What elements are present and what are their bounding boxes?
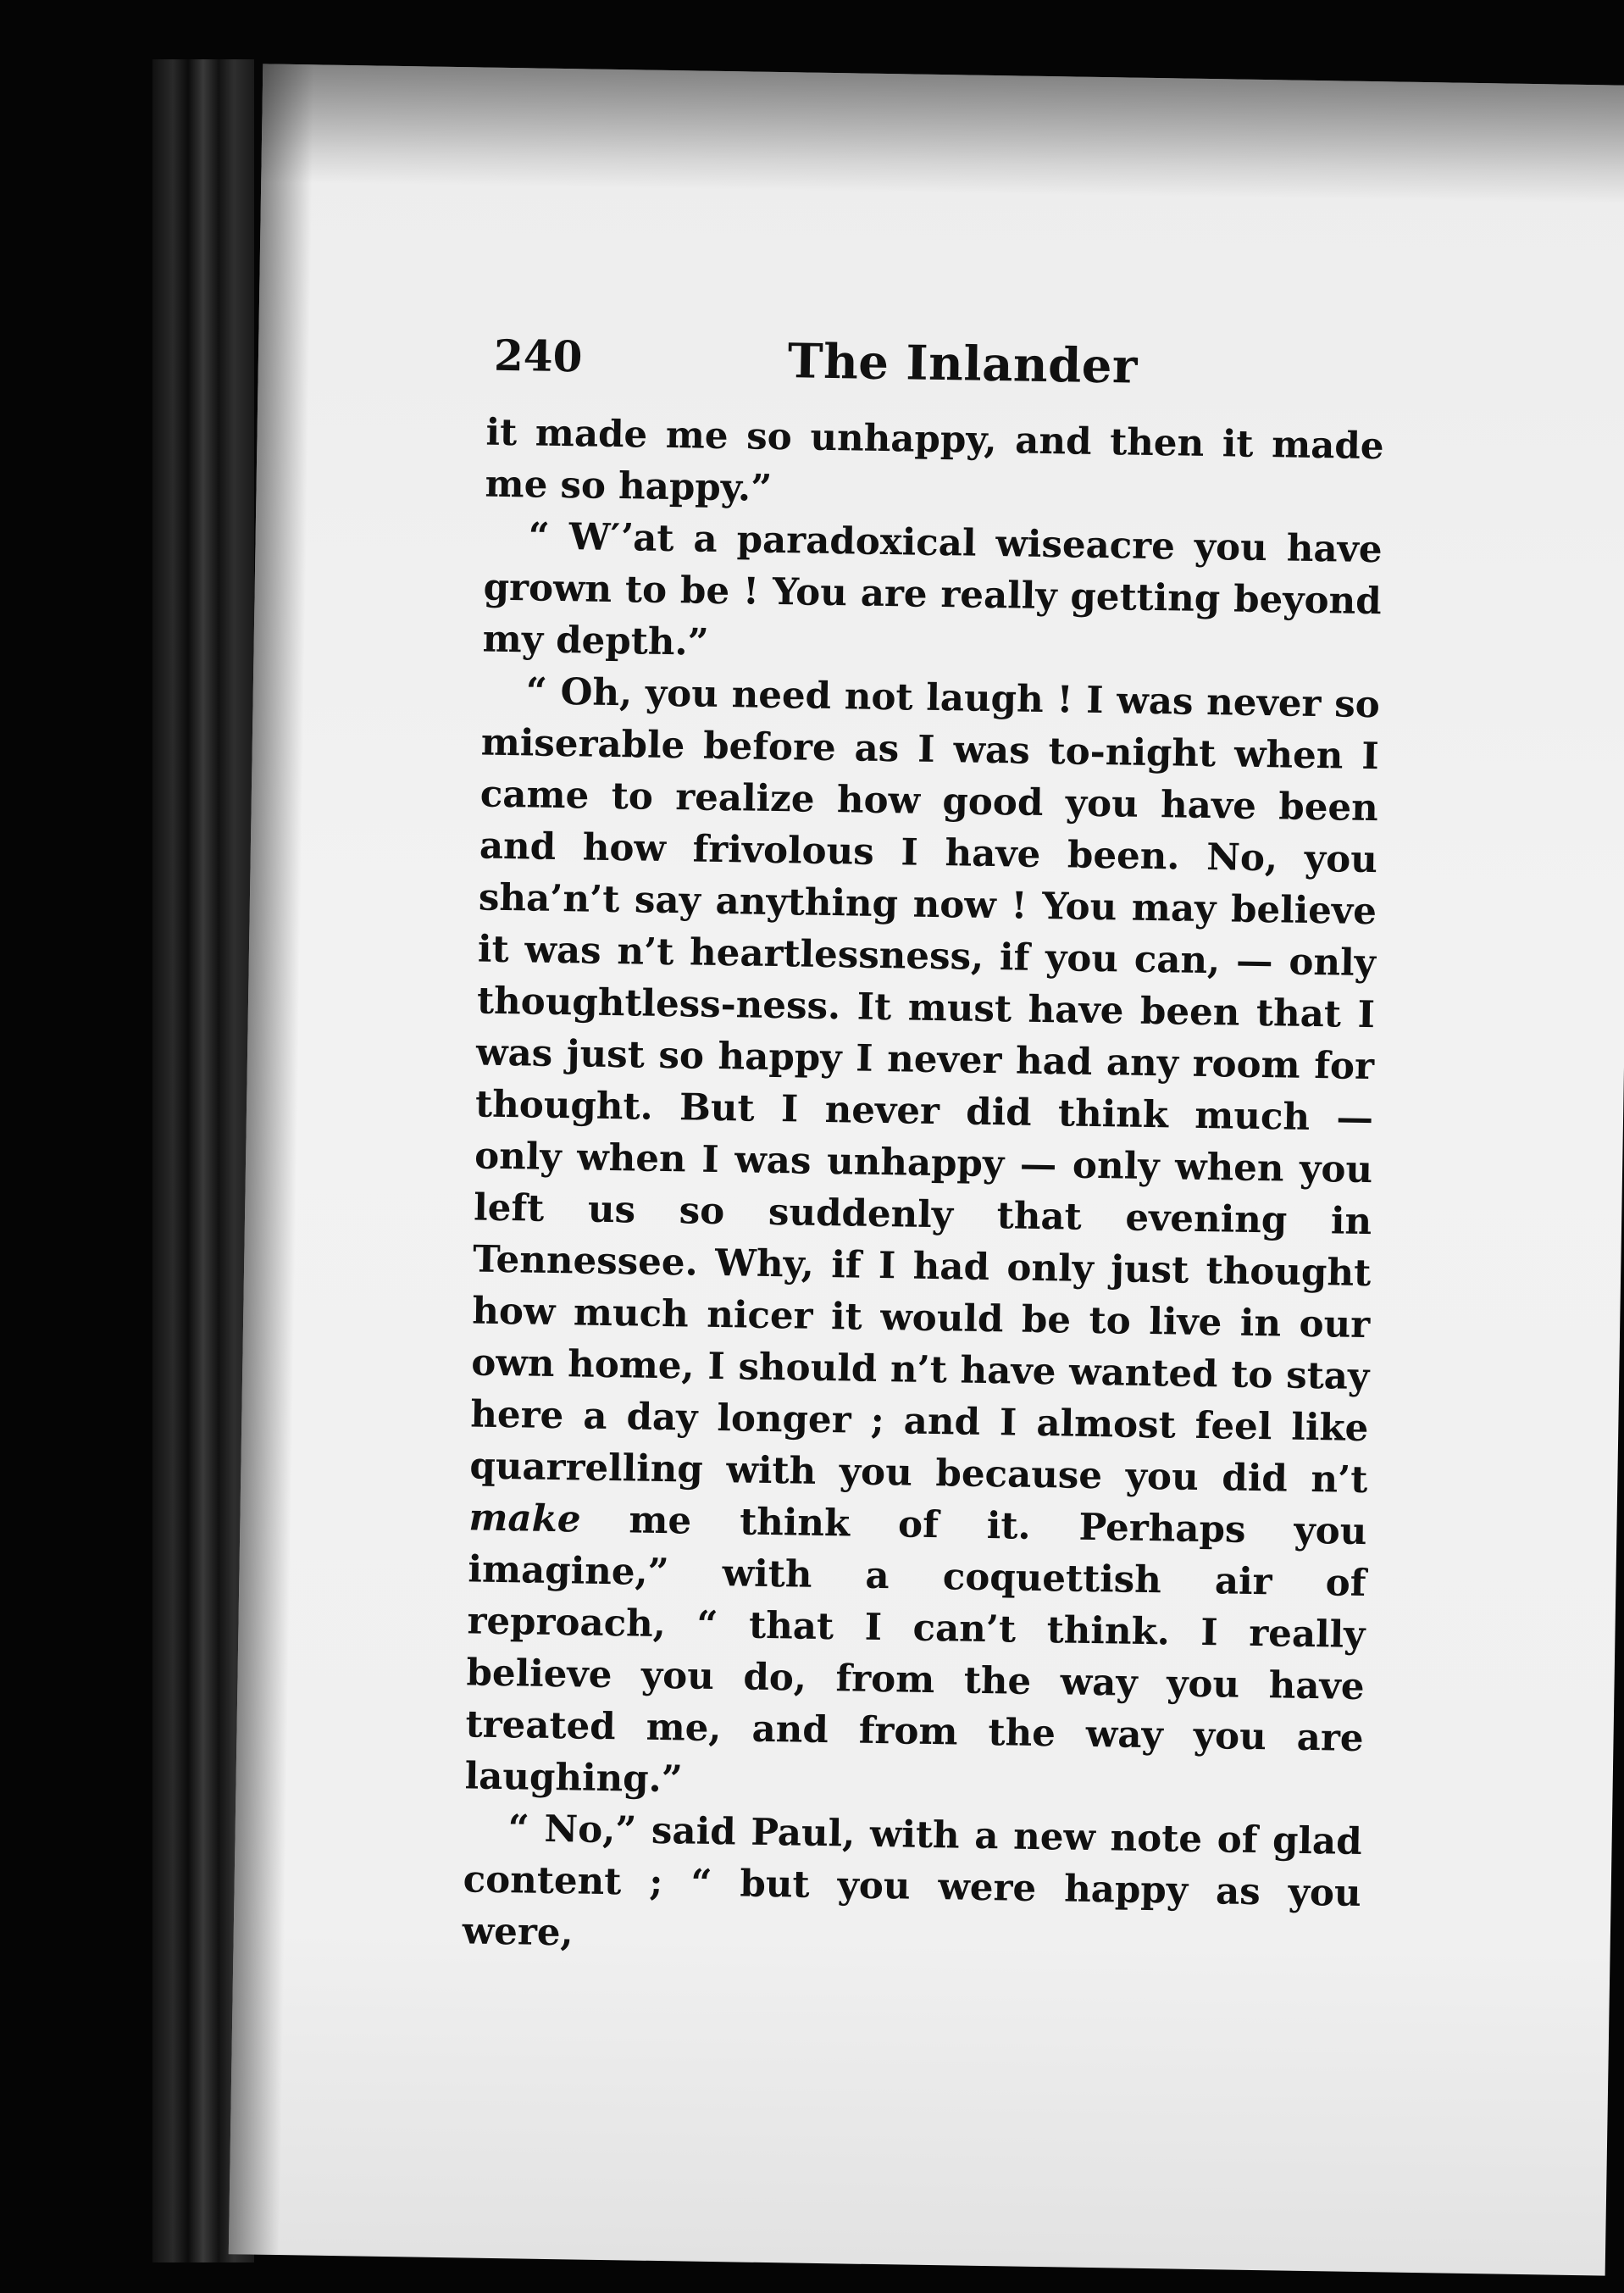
paragraph-1: it made me so unhappy, and then it made me so happy.” [485, 410, 1384, 510]
running-title: The Inlander [787, 333, 1139, 395]
body-text [462, 407, 1384, 1971]
emphasis-make: make [468, 1496, 581, 1541]
paragraph-2: “ W′ʼat a paradoxical wiseacre you have grown to be ! You are really getting beyond my depth.” [482, 514, 1383, 664]
page-number: 240 [493, 330, 583, 382]
paragraph-4: “ No,” said Paul, with a new note of glad content ; “ but you were happy as you were, [462, 1807, 1363, 1955]
running-head [486, 322, 1385, 421]
page-shadow-top [261, 64, 1624, 204]
paragraph-3: “ Oh, you need not laugh ! I was never so miserable before as I was to-night when I came to realize how good you have been and how frivolous I have been. No, you sha’n’t say anything now ! You may believe it was n’t heartlessness, if you can, — only thoughtless-ness. It must have been that I was just so happy I never had any room for thought. But I never did think much — only when I was unhappy — only when you left us so suddenly that evening in Tennessee. Why, if I had only just thought how much nicer it would be to live in our own home, I should n’t have wanted to stay here a day longer ; and I almost feel like quarrelling with you because you did n’t make me think of it. Perhaps you imagine,” with a coquettish air of reproach, “ that I can’t think. I really believe you do, from the way you have treated me, and from the way you are laughing.” [464, 669, 1381, 1802]
page-content [462, 322, 1385, 1971]
book-page [229, 64, 1624, 2275]
